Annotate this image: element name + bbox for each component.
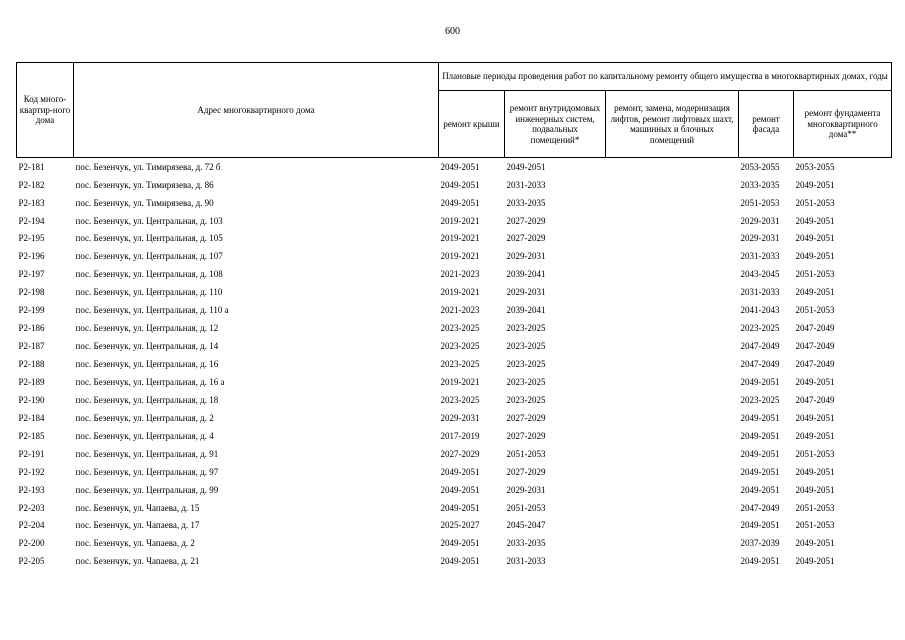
cell-roof: 2023-2025 (440, 323, 480, 334)
cell-address: пос. Безенчук, ул. Чапаева, д. 2 (75, 538, 195, 549)
cell-roof: 2023-2025 (440, 359, 480, 370)
table-row (17, 302, 892, 320)
cell-code: Р2-196 (18, 251, 45, 262)
table-row (17, 535, 892, 553)
cell-engineering: 2023-2025 (506, 323, 546, 334)
cell-roof: 2019-2021 (440, 287, 480, 298)
cell-facade: 2049-2051 (740, 556, 780, 567)
cell-engineering: 2023-2025 (506, 359, 546, 370)
cell-engineering: 2045-2047 (506, 520, 546, 531)
cell-engineering: 2027-2029 (506, 215, 546, 226)
table-body (17, 158, 892, 571)
header-facade: ремонт фасада (739, 91, 794, 158)
cell-foundation: 2049-2051 (795, 412, 835, 423)
cell-engineering: 2049-2051 (506, 161, 546, 172)
cell-code: Р2-194 (18, 215, 45, 226)
cell-facade: 2041-2043 (740, 305, 780, 316)
cell-lifts (606, 355, 739, 373)
cell-roof: 2017-2019 (440, 430, 480, 441)
table-row (17, 355, 892, 373)
cell-facade: 2029-2031 (740, 215, 780, 226)
cell-facade: 2049-2051 (740, 412, 780, 423)
cell-engineering: 2027-2029 (506, 466, 546, 477)
cell-roof: 2049-2051 (440, 502, 480, 513)
table-row (17, 427, 892, 445)
cell-lifts (606, 373, 739, 391)
table-row (17, 230, 892, 248)
cell-engineering: 2031-2033 (506, 556, 546, 567)
cell-foundation: 2053-2055 (795, 161, 835, 172)
header-address: Адрес многоквартирного дома (74, 63, 439, 158)
cell-foundation: 2051-2053 (795, 305, 835, 316)
cell-lifts (606, 158, 739, 176)
cell-code: Р2-205 (18, 556, 45, 567)
header-engineering: ремонт внутридомовых инженерных систем, подвальных помещений* (505, 91, 606, 158)
table-row (17, 284, 892, 302)
cell-foundation: 2049-2051 (795, 466, 835, 477)
cell-engineering: 2027-2029 (506, 412, 546, 423)
cell-roof: 2029-2031 (440, 412, 480, 423)
cell-code: Р2-200 (18, 538, 45, 549)
header-code: Код много-квартир-ного дома (17, 63, 74, 158)
cell-facade: 2031-2033 (740, 287, 780, 298)
cell-lifts (606, 302, 739, 320)
table-row (17, 553, 892, 571)
cell-engineering: 2051-2053 (506, 448, 546, 459)
cell-roof: 2021-2023 (440, 305, 480, 316)
cell-lifts (606, 248, 739, 266)
table-row (17, 445, 892, 463)
cell-lifts (606, 535, 739, 553)
cell-engineering: 2023-2025 (506, 394, 546, 405)
cell-facade: 2047-2049 (740, 359, 780, 370)
cell-engineering: 2033-2035 (506, 197, 546, 208)
cell-facade: 2029-2031 (740, 233, 780, 244)
header-periods: Плановые периоды проведения работ по капитальному ремонту общего имущества в многоквартирных домах, годы (439, 63, 892, 91)
cell-foundation: 2047-2049 (795, 394, 835, 405)
cell-code: Р2-183 (18, 197, 45, 208)
cell-foundation: 2049-2051 (795, 430, 835, 441)
cell-engineering: 2039-2041 (506, 305, 546, 316)
table-row (17, 517, 892, 535)
cell-roof: 2019-2021 (440, 251, 480, 262)
cell-lifts (606, 553, 739, 571)
cell-foundation: 2047-2049 (795, 359, 835, 370)
table-row (17, 481, 892, 499)
cell-lifts (606, 266, 739, 284)
cell-address: пос. Безенчук, ул. Тимирязева, д. 86 (75, 179, 214, 190)
cell-foundation: 2049-2051 (795, 215, 835, 226)
cell-engineering: 2023-2025 (506, 341, 546, 352)
cell-roof: 2025-2027 (440, 520, 480, 531)
cell-lifts (606, 427, 739, 445)
cell-facade: 2047-2049 (740, 341, 780, 352)
cell-address: пос. Безенчук, ул. Чапаева, д. 15 (75, 502, 200, 513)
cell-code: Р2-197 (18, 269, 45, 280)
cell-roof: 2049-2051 (440, 484, 480, 495)
cell-facade: 2049-2051 (740, 430, 780, 441)
capital-repair-schedule-table (16, 62, 892, 571)
cell-address: пос. Безенчук, ул. Центральная, д. 103 (75, 215, 223, 226)
cell-foundation: 2047-2049 (795, 323, 835, 334)
cell-facade: 2051-2053 (740, 197, 780, 208)
cell-foundation: 2051-2053 (795, 448, 835, 459)
cell-address: пос. Безенчук, ул. Центральная, д. 105 (75, 233, 223, 244)
cell-roof: 2023-2025 (440, 341, 480, 352)
cell-facade: 2047-2049 (740, 502, 780, 513)
table-row (17, 391, 892, 409)
cell-engineering: 2031-2033 (506, 179, 546, 190)
header-lifts: ремонт, замена, модернизация лифтов, ремонт лифтовых шахт, машинных и блочных помещений (606, 91, 739, 158)
cell-code: Р2-189 (18, 376, 45, 387)
cell-facade: 2049-2051 (740, 376, 780, 387)
table-row (17, 319, 892, 337)
cell-address: пос. Безенчук, ул. Центральная, д. 4 (75, 430, 214, 441)
cell-code: Р2-187 (18, 341, 45, 352)
cell-foundation: 2051-2053 (795, 197, 835, 208)
header-foundation: ремонт фундамента многоквартирного дома** (794, 91, 892, 158)
cell-roof: 2049-2051 (440, 179, 480, 190)
cell-code: Р2-192 (18, 466, 45, 477)
cell-roof: 2049-2051 (440, 197, 480, 208)
cell-lifts (606, 319, 739, 337)
cell-foundation: 2049-2051 (795, 538, 835, 549)
cell-address: пос. Безенчук, ул. Центральная, д. 108 (75, 269, 223, 280)
cell-engineering: 2027-2029 (506, 430, 546, 441)
cell-address: пос. Безенчук, ул. Центральная, д. 107 (75, 251, 223, 262)
cell-foundation: 2051-2053 (795, 502, 835, 513)
cell-roof: 2021-2023 (440, 269, 480, 280)
cell-code: Р2-185 (18, 430, 45, 441)
table-row (17, 158, 892, 176)
cell-lifts (606, 391, 739, 409)
cell-facade: 2043-2045 (740, 269, 780, 280)
cell-engineering: 2051-2053 (506, 502, 546, 513)
cell-facade: 2053-2055 (740, 161, 780, 172)
cell-lifts (606, 463, 739, 481)
cell-foundation: 2049-2051 (795, 556, 835, 567)
cell-address: пос. Безенчук, ул. Чапаева, д. 17 (75, 520, 200, 531)
cell-facade: 2031-2033 (740, 251, 780, 262)
cell-code: Р2-184 (18, 412, 45, 423)
cell-roof: 2019-2021 (440, 215, 480, 226)
cell-foundation: 2051-2053 (795, 269, 835, 280)
cell-roof: 2049-2051 (440, 466, 480, 477)
cell-facade: 2049-2051 (740, 520, 780, 531)
cell-foundation: 2049-2051 (795, 251, 835, 262)
cell-foundation: 2047-2049 (795, 341, 835, 352)
cell-lifts (606, 284, 739, 302)
cell-code: Р2-204 (18, 520, 45, 531)
cell-facade: 2037-2039 (740, 538, 780, 549)
cell-address: пос. Безенчук, ул. Центральная, д. 2 (75, 412, 214, 423)
cell-code: Р2-181 (18, 161, 45, 172)
cell-address: пос. Безенчук, ул. Тимирязева, д. 72 б (75, 161, 221, 172)
cell-engineering: 2029-2031 (506, 251, 546, 262)
cell-lifts (606, 194, 739, 212)
cell-engineering: 2039-2041 (506, 269, 546, 280)
cell-address: пос. Безенчук, ул. Центральная, д. 14 (75, 341, 219, 352)
cell-engineering: 2023-2025 (506, 376, 546, 387)
cell-lifts (606, 230, 739, 248)
table-row (17, 248, 892, 266)
cell-code: Р2-193 (18, 484, 45, 495)
cell-address: пос. Безенчук, ул. Центральная, д. 110 а (75, 305, 229, 316)
cell-lifts (606, 481, 739, 499)
cell-foundation: 2051-2053 (795, 520, 835, 531)
cell-address: пос. Безенчук, ул. Центральная, д. 18 (75, 394, 219, 405)
cell-lifts (606, 176, 739, 194)
cell-code: Р2-182 (18, 179, 45, 190)
cell-roof: 2023-2025 (440, 394, 480, 405)
cell-address: пос. Безенчук, ул. Центральная, д. 16 (75, 359, 219, 370)
cell-engineering: 2027-2029 (506, 233, 546, 244)
cell-foundation: 2049-2051 (795, 484, 835, 495)
cell-code: Р2-203 (18, 502, 45, 513)
cell-roof: 2019-2021 (440, 376, 480, 387)
cell-facade: 2049-2051 (740, 466, 780, 477)
cell-code: Р2-199 (18, 305, 45, 316)
cell-code: Р2-188 (18, 359, 45, 370)
cell-address: пос. Безенчук, ул. Центральная, д. 91 (75, 448, 219, 459)
table-row (17, 194, 892, 212)
table-row (17, 176, 892, 194)
cell-foundation: 2049-2051 (795, 233, 835, 244)
cell-facade: 2049-2051 (740, 448, 780, 459)
cell-address: пос. Безенчук, ул. Центральная, д. 110 (75, 287, 223, 298)
table-row (17, 266, 892, 284)
cell-facade: 2023-2025 (740, 394, 780, 405)
cell-lifts (606, 445, 739, 463)
cell-foundation: 2049-2051 (795, 179, 835, 190)
cell-engineering: 2029-2031 (506, 287, 546, 298)
table-row (17, 409, 892, 427)
cell-facade: 2023-2025 (740, 323, 780, 334)
table-row (17, 373, 892, 391)
cell-code: Р2-198 (18, 287, 45, 298)
page-number: 600 (445, 26, 460, 37)
cell-roof: 2049-2051 (440, 538, 480, 549)
cell-facade: 2049-2051 (740, 484, 780, 495)
cell-lifts (606, 517, 739, 535)
cell-roof: 2049-2051 (440, 161, 480, 172)
cell-lifts (606, 499, 739, 517)
table-row (17, 212, 892, 230)
cell-address: пос. Безенчук, ул. Центральная, д. 16 а (75, 376, 225, 387)
cell-address: пос. Безенчук, ул. Тимирязева, д. 90 (75, 197, 214, 208)
cell-engineering: 2029-2031 (506, 484, 546, 495)
cell-code: Р2-195 (18, 233, 45, 244)
cell-foundation: 2049-2051 (795, 287, 835, 298)
cell-address: пос. Безенчук, ул. Центральная, д. 99 (75, 484, 219, 495)
cell-address: пос. Безенчук, ул. Центральная, д. 12 (75, 323, 219, 334)
cell-lifts (606, 212, 739, 230)
table-row (17, 337, 892, 355)
cell-code: Р2-191 (18, 448, 45, 459)
cell-code: Р2-190 (18, 394, 45, 405)
cell-roof: 2049-2051 (440, 556, 480, 567)
cell-code: Р2-186 (18, 323, 45, 334)
cell-roof: 2027-2029 (440, 448, 480, 459)
cell-address: пос. Безенчук, ул. Центральная, д. 97 (75, 466, 219, 477)
cell-address: пос. Безенчук, ул. Чапаева, д. 21 (75, 556, 200, 567)
cell-lifts (606, 409, 739, 427)
cell-roof: 2019-2021 (440, 233, 480, 244)
cell-foundation: 2049-2051 (795, 376, 835, 387)
cell-facade: 2033-2035 (740, 179, 780, 190)
cell-engineering: 2033-2035 (506, 538, 546, 549)
table-row (17, 463, 892, 481)
header-roof: ремонт крыши (439, 91, 505, 158)
table-row (17, 499, 892, 517)
cell-lifts (606, 337, 739, 355)
